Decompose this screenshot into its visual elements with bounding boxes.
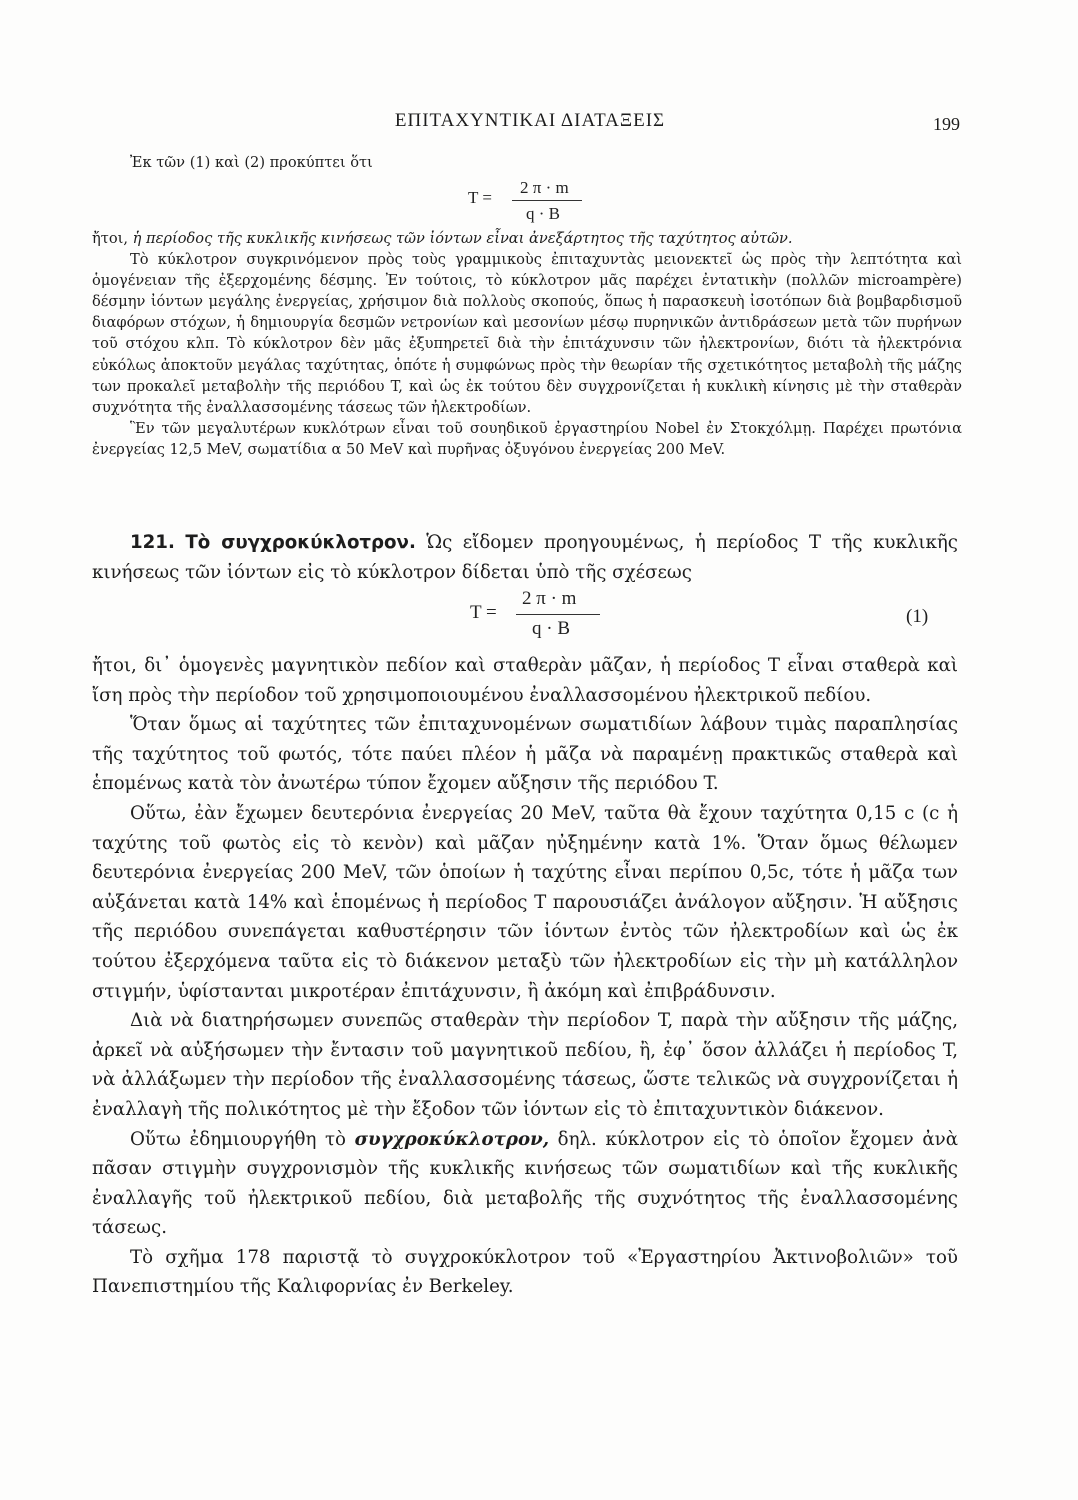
section-title: Τὸ συγχροκύκλοτρον. [185, 532, 416, 553]
intro-line [92, 152, 962, 173]
equation-number: (1) [906, 606, 929, 627]
small-print-block [92, 228, 962, 460]
formula-b-numerator: 2 π · m [522, 588, 577, 609]
p5-suffix: δηλ. κύκλοτρον εἰς τὸ ὁποῖον ἔχομεν ἀνὰ πᾶσαν στιγμὴν συγχρονισμὸν τῆς κυκλικῆς κινήσεως τῶν σωματιδίων καὶ τῆς κυκλικῆς ἐναλλαγῆς τοῦ ἠλεκτρικοῦ πεδίου, διὰ μεταβολῆς τῆς συχνότητος τῆς ἐναλλασσομένης τάσεως. [92, 1128, 958, 1239]
body-paragraph-5 [92, 1125, 958, 1243]
body-paragraph-2: Ὅταν ὅμως αἱ ταχύτητες τῶν ἐπιταχυνομένων σωματιδίων λάβουν τιμὰς παραπλησίας τῆς ταχύτητος τοῦ φωτός, τότε παύει πλέον ἡ μᾶζα νὰ παραμένῃ πρακτικῶς σταθερὰ καὶ ἑπομένως κατὰ τὸν ἀνωτέρω τύπον ἔχομεν αὔξησιν τῆς περιόδου T. [92, 714, 958, 795]
small-paragraph-2: Τὸ κύκλοτρον συγκρινόμενον πρὸς τοὺς γραμμικοὺς ἐπιταχυντὰς μειονεκτεῖ ὡς πρὸς τὴν λεπτότητα καὶ ὁμογένειαν τῆς ἐξερχομένης δέσμης. Ἐν τούτοις, τὸ κύκλοτρον μᾶς παρέχει ἐντατικὴν (πολλῶν microampère) δέσμην ἰόντων μεγάλης ἐνεργείας, χρήσιμον διὰ πολλοὺς σκοπούς, ὅπως ἡ παρασκευὴ ἰσοτόπων διὰ βομβαρδισμοῦ διαφόρων στόχων, ἡ δημιουργία δεσμῶν νετρονίων καὶ μεσονίων μέσῳ πυρηνικῶν ἀντιδράσεων μετὰ τῶν πυρήνων τοῦ στόχου κλπ. Τὸ κύκλοτρον δὲν μᾶς ἐξυπηρετεῖ διὰ τὴν ἐπιτάχυνσιν τῶν ἠλεκτρονίων, διότι τὰ ἠλεκτρόνια εὐκόλως ἀποκτοῦν μεγάλας ταχύτητας, ὁπότε ἡ συμφώνως πρὸς τὴν θεωρίαν τῆς σχετικότητος μεταβολὴ τῆς μάζης των προκαλεῖ μεταβολὴν τῆς περιόδου T, καὶ ὡς ἐκ τούτου δὲν συγχρονίζεται ἡ κυκλικὴ κίνησις μὲ τὴν σταθερὰν συχνότητα τῆς ἐναλλασσομένης τάσεως τῶν ἠλεκτροδίων. [92, 251, 962, 416]
running-title: ΕΠΙΤΑΧΥΝΤΙΚΑΙ ΔΙΑΤΑΞΕΙΣ [394, 110, 666, 131]
section-number: 121. [130, 532, 175, 553]
intro-text: Ἐκ τῶν (1) καὶ (2) προκύπτει ὅτι [130, 154, 373, 171]
p5-prefix: Οὕτω ἐδημιουργήθη τὸ [130, 1128, 355, 1150]
section-121 [92, 528, 958, 587]
body-paragraph-1: ἤτοι, δι᾽ ὁμογενὲς μαγνητικὸν πεδίον καὶ σταθερὰν μᾶζαν, ἡ περίοδος T εἶναι σταθερὰ καὶ ἴση πρὸς τὴν περίοδον τοῦ χρησιμοποιουμένου ἐναλλασσομένου ἠλεκτρικοῦ πεδίου. [92, 655, 958, 706]
body-paragraph-4: Διὰ νὰ διατηρήσωμεν συνεπῶς σταθερὰν τὴν περίοδον T, παρὰ τὴν αὔξησιν τῆς μάζης, ἀρκεῖ νὰ αὐξήσωμεν τὴν ἔντασιν τοῦ μαγνητικοῦ πεδίου, ἢ, ἐφ᾽ ὅσον ἀλλάζει ἡ περίοδος T, νὰ ἀλλάξωμεν τὴν περίοδον τῆς ἐναλλασσομένης τάσεως, ὥστε τελικῶς νὰ συγχρονίζεται ἡ ἐναλλαγὴ τῆς πολικότητος μὲ τὴν ἔξοδον τῶν ἰόντων εἰς τὸ ἐπιταχυντικὸν διάκενον. [92, 1010, 958, 1120]
body-paragraph-3: Οὕτω, ἐὰν ἔχωμεν δευτερόνια ἐνεργείας 20 MeV, ταῦτα θὰ ἔχουν ταχύτητα 0,15 c (c ἡ ταχύτης τοῦ φωτὸς εἰς τὸ κενὸν) καὶ μᾶζαν ηὐξημένην κατὰ 1%. Ὅταν ὅμως θέλωμεν δευτερόνια ἐνεργείας 200 MeV, τῶν ὁποίων ἡ ταχύτης εἶναι περίπου 0,5c, τότε ἡ μᾶζα των αὐξάνεται κατὰ 14% καὶ ἑπομένως ἡ περίοδος T παρουσιάζει ἀνάλογον αὔξησιν. Ἡ αὔξησις τῆς περιόδου συνεπάγεται καθυστέρησιν τῶν ἰόντων ἐντὸς τῶν ἠλεκτροδίων καὶ ὡς ἐκ τούτου ἐξερχόμενα ταῦτα εἰς τὸ διάκενον μεταξὺ τῶν ἠλεκτροδίων εἰς τὴν μὴ κατάλληλον στιγμήν, ὑφίστανται μικροτέραν ἐπιτάχυνσιν, ἢ ἀκόμη καὶ ἐπιβράδυνσιν. [92, 802, 958, 1002]
formula-denominator: q · B [526, 204, 560, 223]
formula-b-denominator: q · B [532, 618, 570, 639]
small-p1-prefix: ἤτοι, [92, 230, 133, 247]
formula-lhs: T = [468, 188, 492, 207]
formula-period-display [470, 588, 620, 646]
small-paragraph-1 [92, 228, 962, 249]
body-paragraph-6: Τὸ σχῆμα 178 παριστᾷ τὸ συγχροκύκλοτρον τοῦ «Ἐργαστηρίου Ἀκτινοβολιῶν» τοῦ Πανεπιστημίου τῆς Καλιφορνίας ἐν Berkeley. [92, 1246, 958, 1298]
fraction-bar [512, 200, 582, 201]
formula-period-inline [468, 178, 608, 228]
body-text [92, 651, 958, 1302]
small-paragraph-3: Ἓν τῶν μεγαλυτέρων κυκλότρων εἶναι τοῦ σουηδικοῦ ἐργαστηρίου Nobel ἐν Στοκχόλμῃ. Παρέχει πρωτόνια ἐνεργείας 12,5 MeV, σωματίδια α 50 MeV καὶ πυρῆνας ὀξυγόνου ἐνεργείας 200 MeV. [92, 419, 962, 458]
formula-numerator: 2 π · m [520, 178, 569, 197]
fraction-bar-b [516, 614, 600, 615]
page-header [100, 110, 960, 140]
formula-b-lhs: T = [470, 602, 497, 623]
small-p1-italic: ἡ περίοδος τῆς κυκλικῆς κινήσεως τῶν ἰόντων εἶναι ἀνεξάρτητος τῆς ταχύτητος αὐτῶν. [132, 230, 793, 247]
page-number: 199 [933, 114, 960, 134]
section-intro: Ὡς εἴδομεν προηγουμένως, ἡ περίοδος T τῆς κυκλικῆς κινήσεως τῶν ἰόντων εἰς τὸ κύκλοτρον δίδεται ὑπὸ τῆς σχέσεως [92, 532, 958, 583]
synchrocyclotron-term: συγχροκύκλοτρον, [354, 1128, 550, 1150]
